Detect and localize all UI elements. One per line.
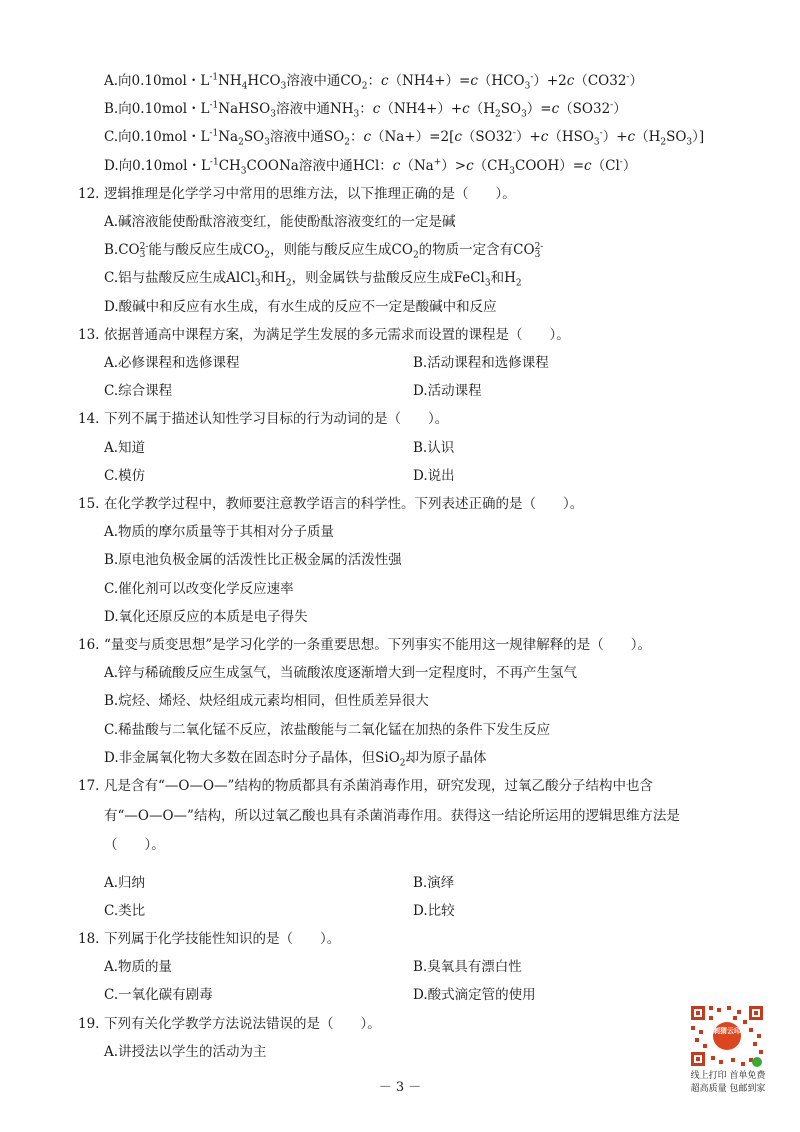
q12-option-c: C.铝与盐酸反应生成AlCl$_3$和$H_2$，则金属铁与盐酸反应生成FeCl$_3$和$H_2$ <box>104 270 522 289</box>
q16-number: 16. <box>78 637 100 653</box>
q12-option-d: D.酸碱中和反应有水生成，有水生成的反应不一定是酸碱中和反应 <box>104 299 497 315</box>
q12-option-b: B.CO 2- 3 能与酸反应生成$CO_2$，则能与酸反应生成$CO_2$的物质一定含有CO 2- 3 <box>104 241 544 261</box>
q11-option-c: C.向0.10mol・$L^{-1}Na_2SO_3$溶液中通$SO_2$：$c(Na+)=2[c(SO32^-)+c(HSO_3^-)+c(H_2SO_3)]$ <box>104 128 705 148</box>
q17-option-a: A.归纳 <box>104 875 146 891</box>
q17-option-d: D.比较 <box>413 903 455 919</box>
page-number: － 3 － <box>378 1080 422 1095</box>
q15-number: 15. <box>78 496 100 512</box>
q13-option-c: C.综合课程 <box>104 383 173 399</box>
q12-option-a: A.碱溶液能使酚酞溶液变红，能使酚酞溶液变红的一定是碱 <box>104 214 456 230</box>
q13-option-a: A.必修课程和选修课程 <box>104 355 240 371</box>
q16-option-d: D.非金属氧化物大多数在固态时分子晶体，但SiO$_2$却为原子晶体 <box>104 750 487 769</box>
q18-option-b: B.臭氧具有漂白性 <box>413 959 522 975</box>
q12-number: 12. <box>78 186 100 202</box>
qr-brand-badge: 刺猬云印 <box>713 1022 741 1050</box>
q14-option-c: C.模仿 <box>104 468 146 484</box>
q17-stem-line1: 凡是含有“—O—O—”结构的物质都具有杀菌消毒作用，研究发现，过氧乙酸分子结构中也含 <box>104 778 653 794</box>
q16-stem: “量变与质变思想”是学习化学的一条重要思想。下列事实不能用这一规律解释的是（ ）。 <box>104 637 652 653</box>
q11-option-d: D.向0.10mol・$L^{-1}CH_3COONa$溶液中通HCl：$c(Na^+)>c(CH_3COOH)=c(Cl^-)$ <box>104 157 637 177</box>
q18-option-a: A.物质的量 <box>104 959 173 975</box>
qr-promo-line1: 线上打印 首单免费 <box>690 1071 766 1081</box>
q14-stem: 下列不属于描述认知性学习目标的行为动词的是（ ）。 <box>104 411 449 427</box>
qr-code-icon[interactable] <box>687 1002 767 1070</box>
qr-code-promo[interactable] <box>683 1002 773 1096</box>
q13-option-b: B.活动课程和选修课程 <box>413 355 549 371</box>
q15-option-b: B.原电池负极金属的活泼性比正极金属的活泼性强 <box>104 552 402 568</box>
q19-option-a: A.讲授法以学生的活动为主 <box>104 1044 267 1060</box>
q17-option-b: B.演绎 <box>413 875 455 891</box>
q17-stem-line2: 有“—O—O—”结构，所以过氧乙酸也具有杀菌消毒作用。获得这一结论所运用的逻辑思维方法是 <box>104 808 680 824</box>
q18-option-d: D.酸式滴定管的使用 <box>413 987 536 1003</box>
q17-number: 17. <box>78 778 100 794</box>
q11-option-b: B.向0.10mol・$L^{-1}NaHSO_3$溶液中通$NH_3$：$c(NH4+)+c(H_2SO_3)=c(SO32^-)$ <box>104 100 627 120</box>
q15-option-d: D.氧化还原反应的本质是电子得失 <box>104 609 308 625</box>
q13-number: 13. <box>78 327 100 343</box>
q16-option-c: C.稀盐酸与二氧化锰不反应，浓盐酸能与二氧化锰在加热的条件下发生反应 <box>104 722 551 738</box>
q14-number: 14. <box>78 411 100 427</box>
qr-promo-line2: 超高质量 包邮到家 <box>690 1084 766 1094</box>
q18-stem: 下列属于化学技能性知识的是（ ）。 <box>104 931 341 947</box>
q13-option-d: D.活动课程 <box>413 383 482 399</box>
q16-option-b: B.烷烃、烯烃、炔烃组成元素均相同，但性质差异很大 <box>104 693 429 709</box>
q11-option-a: A.向0.10mol・$L^{-1}NH_4HCO_3$溶液中通$CO_2$：$c(NH4+)=c(HCO_3^-)+2c(CO32^-)$ <box>104 72 643 92</box>
q14-option-d: D.说出 <box>413 468 455 484</box>
q17-stem-line3: （ ）。 <box>104 837 165 853</box>
q16-option-a: A.锌与稀硫酸反应生成氢气，当硫酸浓度逐渐增大到一定程度时，不再产生氢气 <box>104 665 578 681</box>
q14-option-b: B.认识 <box>413 440 455 456</box>
q18-number: 18. <box>78 931 100 947</box>
q15-option-c: C.催化剂可以改变化学反应速率 <box>104 581 294 597</box>
q17-option-c: C.类比 <box>104 903 146 919</box>
q19-number: 19. <box>78 1016 100 1032</box>
q19-stem: 下列有关化学教学方法说法错误的是（ ）。 <box>104 1016 381 1032</box>
q13-stem: 依据普通高中课程方案，为满足学生发展的多元需求而设置的课程是（ ）。 <box>104 327 570 343</box>
q12-stem: 逻辑推理是化学学习中常用的思维方法，以下推理正确的是（ ）。 <box>104 186 516 202</box>
q15-stem: 在化学教学过程中，教师要注意教学语言的科学性。下列表述正确的是（ ）。 <box>104 496 584 512</box>
q14-option-a: A.知道 <box>104 440 146 456</box>
q15-option-a: A.物质的摩尔质量等于其相对分子质量 <box>104 524 335 540</box>
q18-option-c: C.一氧化碳有剧毒 <box>104 987 213 1003</box>
